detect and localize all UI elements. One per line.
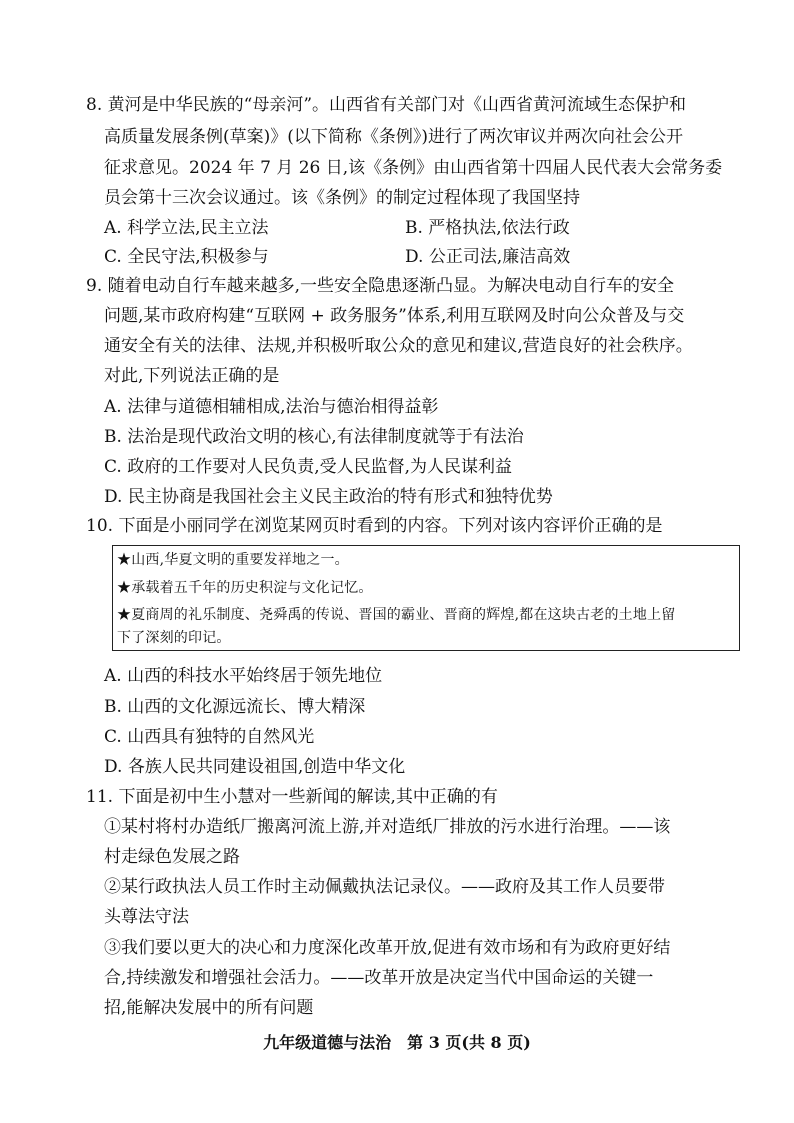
q10-option-b: B. 山西的文化源远流长、博大精深: [104, 697, 366, 717]
q9-stem-line-1: 9. 随着电动自行车越来越多,一些安全隐患逐渐凸显。为解决电动自行车的安全: [86, 276, 675, 296]
q10-option-c: C. 山西具有独特的自然风光: [104, 727, 315, 747]
q11-item-1-line-2: 村走绿色发展之路: [104, 847, 240, 867]
q9-stem-line-2: 问题,某市政府构建“互联网 + 政务服务”体系,利用互联网及时向公众普及与交: [104, 306, 685, 326]
q8-stem-line-4: 员会第十三次会议通过。该《条例》的制定过程体现了我国坚持: [104, 188, 580, 208]
q10-box-line-4: 下了深刻的印记。: [117, 630, 231, 646]
q11-item-3-line-3: 招,能解决发展中的所有问题: [104, 998, 314, 1018]
q9-option-b: B. 法治是现代政治文明的核心,有法律制度就等于有法治: [104, 427, 524, 447]
page-footer: 九年级道德与法治 第 3 页(共 8 页): [263, 1033, 531, 1052]
q8-option-b: B. 严格执法,依法行政: [405, 218, 570, 238]
q11-item-3-line-2: 合,持续激发和增强社会活力。——改革开放是决定当代中国命运的关键一: [104, 968, 654, 988]
q10-box-line-1: ★山西,华夏文明的重要发祥地之一。: [117, 552, 349, 568]
q10-option-a: A. 山西的科技水平始终居于领先地位: [104, 666, 383, 686]
q8-option-d: D. 公正司法,廉洁高效: [405, 247, 571, 267]
q8-option-a: A. 科学立法,民主立法: [104, 218, 269, 238]
q10-option-d: D. 各族人民共同建设祖国,创造中华文化: [104, 757, 406, 777]
q11-item-2-line-2: 头尊法守法: [104, 907, 189, 927]
q9-option-a: A. 法律与道德相辅相成,法治与德治相得益彰: [104, 397, 439, 417]
q9-option-c: C. 政府的工作要对人民负责,受人民监督,为人民谋利益: [104, 457, 513, 477]
q10-box-line-2: ★承载着五千年的历史积淀与文化记忆。: [117, 580, 373, 596]
q8-option-c: C. 全民守法,积极参与: [104, 247, 269, 267]
q11-item-1-line-1: ①某村将村办造纸厂搬离河流上游,并对造纸厂排放的污水进行治理。——该: [104, 817, 671, 837]
q8-stem-line-2: 高质量发展条例(草案)》(以下简称《条例》)进行了两次审议并两次向社会公开: [104, 127, 684, 147]
q9-stem-line-3: 通安全有关的法律、法规,并积极听取公众的意见和建议,营造良好的社会秩序。: [104, 336, 693, 356]
q11-item-2-line-1: ②某行政执法人员工作时主动佩戴执法记录仪。——政府及其工作人员要带: [104, 877, 665, 897]
q10-box-line-3: ★夏商周的礼乐制度、尧舜禹的传说、晋国的霸业、晋商的辉煌,都在这块古老的土地上留: [117, 607, 676, 623]
q10-webpage-content-box: [112, 545, 740, 651]
q8-stem-line-1: 8. 黄河是中华民族的“母亲河”。山西省有关部门对《山西省黄河流域生态保护和: [86, 95, 687, 115]
q10-stem: 10. 下面是小丽同学在浏览某网页时看到的内容。下列对该内容评价正确的是: [86, 516, 663, 536]
q9-stem-line-4: 对此,下列说法正确的是: [104, 366, 280, 386]
q9-option-d: D. 民主协商是我国社会主义民主政治的特有形式和独特优势: [104, 487, 553, 507]
q11-item-3-line-1: ③我们要以更大的决心和力度深化改革开放,促进有效市场和有为政府更好结: [104, 938, 671, 958]
q11-stem: 11. 下面是初中生小慧对一些新闻的解读,其中正确的有: [86, 787, 498, 807]
q8-stem-line-3: 征求意见。2024 年 7 月 26 日,该《条例》由山西省第十四届人民代表大会常务委: [104, 158, 723, 178]
